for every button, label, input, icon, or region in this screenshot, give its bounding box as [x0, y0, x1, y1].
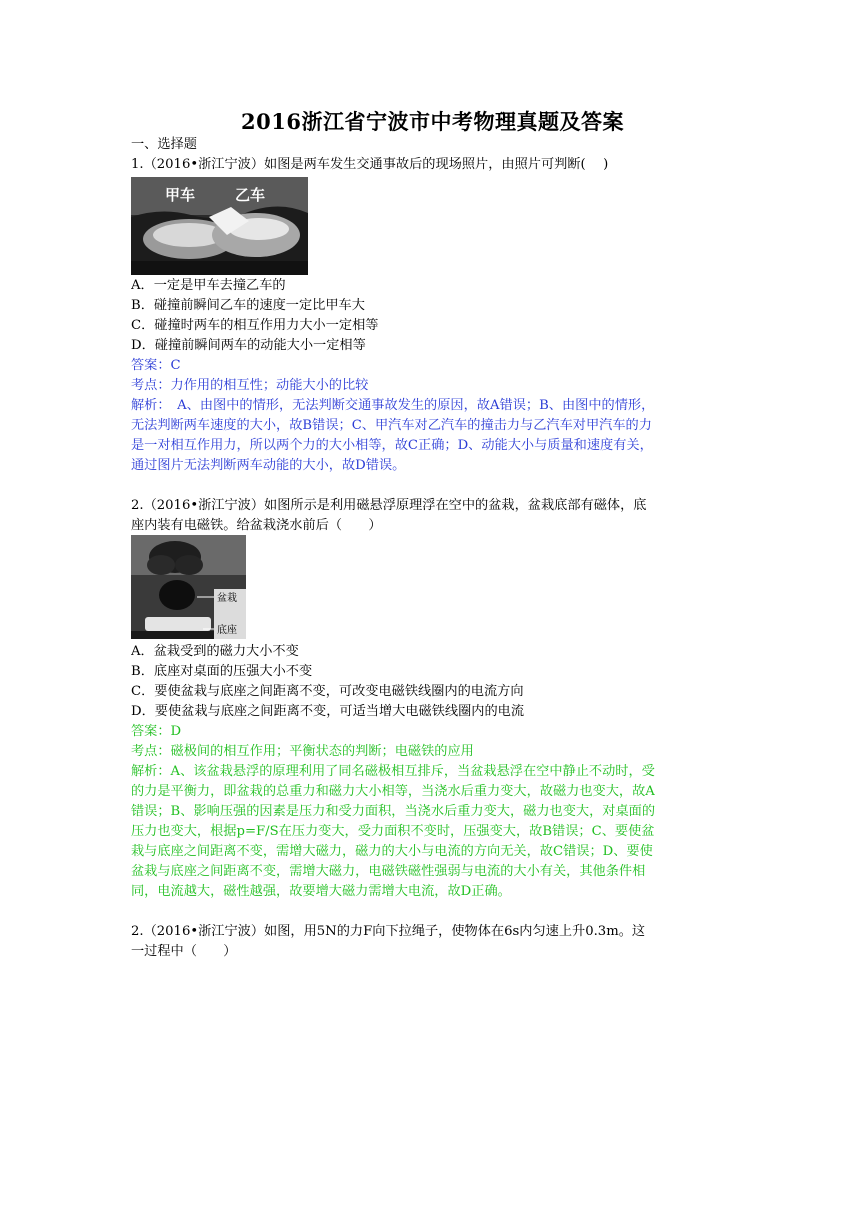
q1-stem: 1.（2016•浙江宁波）如图是两车发生交通事故后的现场照片，由照片可判断( ) [131, 157, 609, 172]
q2-levitating-plant-photo [131, 535, 246, 639]
q2-analysis-line: 压力也变大，根据p=F/S在压力变大，受力面积不变时，压强变大，故B错误；C、要使盆 [131, 824, 655, 839]
q2-stem-line: 座内装有电磁铁。给盆栽浇水前后（ ） [131, 518, 382, 533]
q1-answer: 答案：C [131, 358, 181, 373]
q2-option-d: D．要使盆栽与底座之间距离不变，可适当增大电磁铁线圈内的电流 [131, 704, 525, 719]
page-title: 2016浙江省宁波市中考物理真题及答案 [241, 109, 624, 134]
q2-answer: 答案：D [131, 724, 182, 739]
q1-point: 考点：力作用的相互性；动能大小的比较 [131, 378, 369, 393]
q2-analysis-line: 盆栽与底座之间距离不变，需增大磁力，电磁铁磁性强弱与电流的大小有关，其他条件相 [131, 864, 646, 879]
q1-analysis-line: 是一对相互作用力，所以两个力的大小相等，故C正确；D、动能大小与质量和速度有关， [131, 438, 653, 453]
q1-option-a: A．一定是甲车去撞乙车的 [131, 278, 286, 293]
q1-car-crash-photo [131, 177, 308, 275]
q1-photo-label-b: 乙车 [235, 186, 266, 204]
section-heading: 一、选择题 [131, 137, 197, 152]
q1-photo-label-a: 甲车 [165, 186, 196, 204]
q2-analysis-line: 同，电流越大，磁性越强，故要增大磁力需增大电流，故D正确。 [131, 884, 511, 899]
q2-option-c: C．要使盆栽与底座之间距离不变，可改变电磁铁线圈内的电流方向 [131, 684, 524, 699]
q2-analysis-line: 解析：A、该盆栽悬浮的原理利用了同名磁极相互排斥，当盆栽悬浮在空中静止不动时，受 [131, 764, 655, 779]
q1-option-b: B．碰撞前瞬间乙车的速度一定比甲车大 [131, 298, 365, 313]
q3-stem-line: 一过程中（ ） [131, 944, 237, 959]
q2-option-a: A．盆栽受到的磁力大小不变 [131, 644, 299, 659]
q2-option-b: B．底座对桌面的压强大小不变 [131, 664, 313, 679]
q2-photo-label-a: 盆栽 [217, 593, 237, 604]
q1-analysis-line: 解析： A、由图中的情形，无法判断交通事故发生的原因，故A错误；B、由图中的情形， [131, 398, 655, 413]
q2-analysis-line: 栽与底座之间距离不变，需增大磁力，磁力的大小与电流的方向无关，故C错误；D、要使 [131, 844, 653, 859]
q1-analysis-line: 无法判断两车速度的大小，故B错误；C、甲汽车对乙汽车的撞击力与乙汽车对甲汽车的力 [131, 418, 652, 433]
q2-analysis-line: 错误；B、影响压强的因素是压力和受力面积，当浇水后重力变大，磁力也变大，对桌面的 [131, 804, 655, 819]
q1-option-c: C．碰撞时两车的相互作用力大小一定相等 [131, 318, 379, 333]
q1-option-d: D．碰撞前瞬间两车的动能大小一定相等 [131, 338, 366, 353]
q1-analysis-line: 通过图片无法判断两车动能的大小，故D错误。 [131, 458, 406, 473]
q2-analysis-line: 的力是平衡力，即盆栽的总重力和磁力大小相等，当浇水后重力变大，故磁力也变大，故A [131, 784, 655, 799]
q2-point: 考点：磁极间的相互作用；平衡状态的判断；电磁铁的应用 [131, 744, 474, 759]
q2-stem-line: 2.（2016•浙江宁波）如图所示是利用磁悬浮原理浮在空中的盆栽，盆栽底部有磁体，底 [131, 498, 647, 513]
q3-stem-line: 2.（2016•浙江宁波）如图，用5N的力F向下拉绳子，使物体在6s内匀速上升0.3m。这 [131, 924, 646, 939]
q2-photo-label-b: 底座 [217, 625, 237, 636]
